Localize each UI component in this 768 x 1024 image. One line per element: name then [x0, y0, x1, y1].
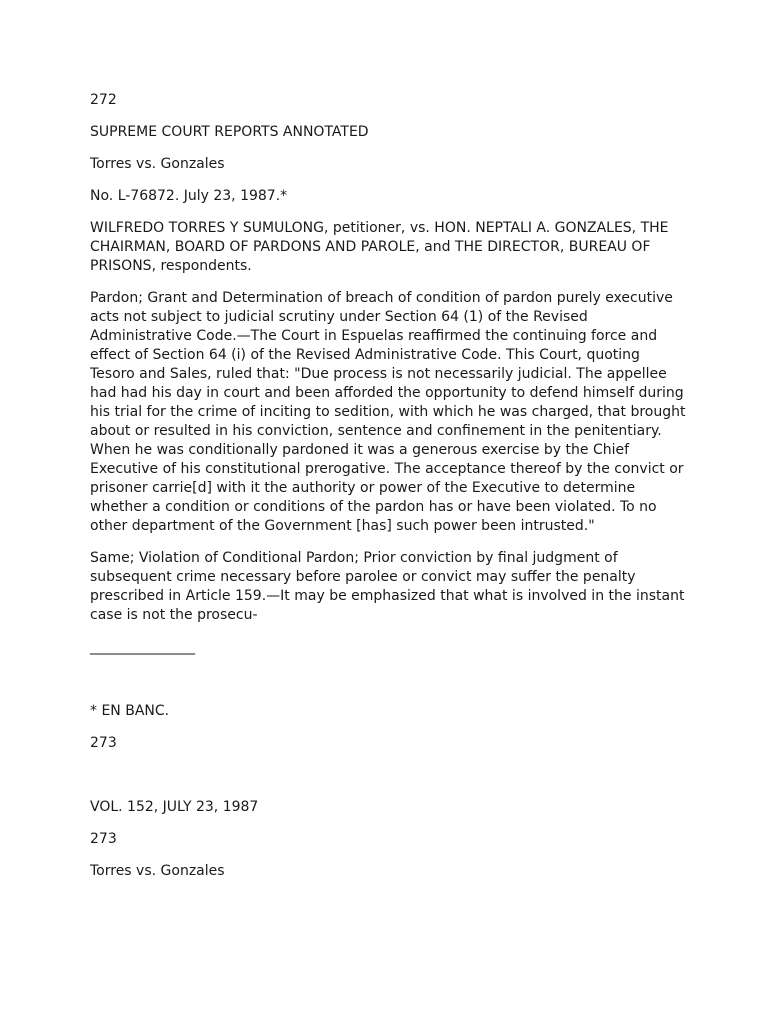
syllabus-paragraph-2: Same; Violation of Conditional Pardon; Prior conviction by final judgment of subsequent crime necessary before parolee or convict may suffer the penalty prescribed in Article 159.—It may be emphasized that what is involved in the instant case is not the prosecu- [90, 550, 685, 623]
docket-number: No. L-76872. July 23, 1987.* [90, 188, 288, 204]
case-title: Torres vs. Gonzales [90, 156, 225, 172]
page-number: 272 [90, 92, 117, 108]
running-head: VOL. 152, JULY 23, 1987 [90, 799, 259, 815]
page-number-2: 273 [90, 831, 117, 847]
document-page [90, 91, 686, 881]
footnote: * EN BANC. [90, 703, 170, 719]
case-title-2: Torres vs. Gonzales [90, 863, 225, 879]
parties-paragraph: WILFREDO TORRES Y SUMULONG, petitioner, vs. HON. NEPTALI A. GONZALES, THE CHAIRMAN, BOARD OF PARDONS AND PAROLE, and THE DIRECTOR, BUREAU OF PRISONS, respondents. [90, 220, 669, 274]
syllabus-paragraph-1: Pardon; Grant and Determination of breach of condition of pardon purely executive acts not subject to judicial scrutiny under Section 64 (1) of the Revised Administrative Code.—The Court in Espuelas reaffirmed the continuing force and effect of Section 64 (i) of the Revised Administrative Code. This Court, quoting Tesoro and Sales, ruled that: "Due process is not necessarily judicial. The appellee had had his day in court and been afforded the opportunity to defend himself during his trial for the crime of inciting to sedition, with which he was charged, that brought about or resulted in his conviction, sentence and confinement in the penitentiary. When he was conditionally pardoned it was a generous exercise by the Chief Executive of his constitutional prerogative. The acceptance thereof by the convict or prisoner carrie[d] with it the authority or power of the Executive to determine whether a condition or conditions of the pardon has or have been violated. To no other department of the Government [has] such power been intrusted." [90, 290, 686, 534]
journal-title: SUPREME COURT REPORTS ANNOTATED [90, 124, 369, 140]
footnote-divider: _______________ [90, 639, 195, 655]
next-page-number: 273 [90, 735, 117, 751]
